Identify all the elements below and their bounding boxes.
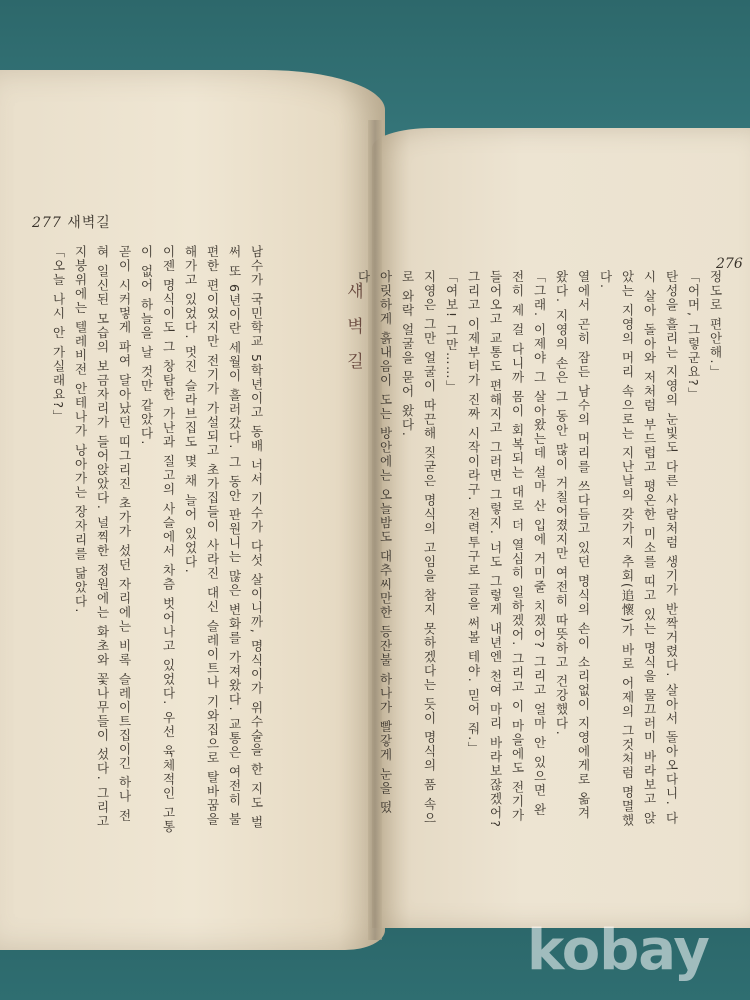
left-running-head: 새벽길 [67,215,111,231]
left-page-header [32,212,111,232]
right-page-number: 276 [716,256,743,272]
paragraph: 남수가 국민학교 5학년이고 동배 너서 기수가 다섯 살이니까, 명식이가 위수술을 한 지도 벌써 또 6년이란 세월이 흘러갔다. 그 동안 판원니는 많은 변화를 가져왔다. 교통은 여전히 불편한 편이었지만 전기가 가설되고 초가집들이 사라진 대신 슬레이트나 기와집으로 탈바꿈을 해가고 있었다. 멋진 슬라브집도 몇 채 늘어 있었다. [183,245,264,830]
kobay-watermark-logo: kobay [527,918,709,983]
left-page-text [32,245,267,835]
paragraph: 「오늘 나시 안 가실래요?」 [51,245,66,424]
paragraph: 「여보! 그만……」 [444,270,459,394]
paragraph: 「그래. 이제야 그 살아왔는데 설마 산 입에 거미줄 치겠어? 그리고 얼마 안 있으면 완전히 제 걸 다니까 몸이 회복되는 대로 더 열심히 일하겠어. 그리고 이 마을에도 전기가 들어오고 교통도 편해지고 그러면 그렇지. 너도 그렇게 내년엔 천여 마리 바라보잖겠어? 그리고 이제부터가 진짜 시작이라구. 전력투구로 글을 써볼 테야. 믿어 줘.」 [466,270,547,829]
paragraph: 아릿하게 흙내음이 도는 방안에는 오늘밤도 대추씨만한 등잔불 하나가 빨갛게 눈을 떴다. [356,270,393,815]
left-page-number: 277 [32,215,62,231]
paragraph: 열에서 곤히 잠든 남수의 머리를 쓰다듬고 있던 명식의 손이 소리없이 지영에게로 옮겨왔다. 지영의 손은 그 동안 많이 거칠어졌지만 여전히 따뜻하고 건강했다. [554,270,591,821]
paragraph: 탄성을 흘리는 지영의 눈빛도 다른 사람처럼 생기가 반짝거렸다. 살아서 돌아오다니. 다시 살아 돌아와 저처럼 부드럽고 평온한 미소를 띠고 있는 명식을 물끄러미 바라보고 앉았는 지영의 머리 속으로는 지난날의 갖가지 추회(追懷)가 바로 어제의 그것처럼 명멸했다. [598,270,679,828]
paragraph: 곧이 시커멓게 파여 달아났던 띠그리진 초가가 섰던 자리에는 비록 슬레이트집이긴 하나 전혀 일신된 모습의 보금자리가 들어앉았다. 널찍한 정원에는 화초와 꽃나무들이 섰다. 그리고 지붕위에는 텔레비전 안테나가 낭아가는 장자리를 닮았다. [73,245,132,829]
paragraph: 지영은 그만 얼굴이 따끈해 짖굳은 명식의 고임을 참지 못하겠다는 듯이 명식의 품 속으로 와락 얼굴을 묻어 왔다. [400,270,437,826]
paragraph: 「어머, 그렇군요?」 [686,270,701,402]
chapter-title: 새벽길 [343,282,363,387]
paragraph: 정도로 편안해.」 [708,270,723,379]
right-page-text [356,270,726,830]
paragraph: 이젠 명식이도 그 창탐한 가난과 질고의 사슬에서 차츰 벗어나고 있었다. 우선 육체적인 고통이 없어 하늘을 날 것만 같았다. [139,245,176,835]
